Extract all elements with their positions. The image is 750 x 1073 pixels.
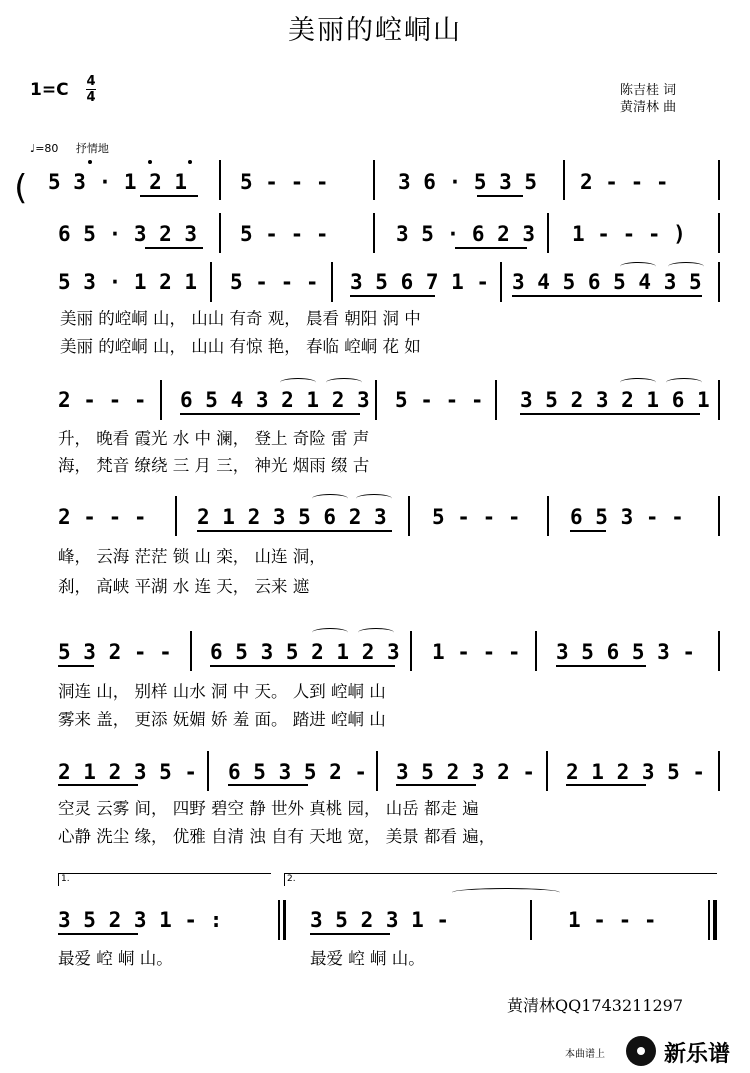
underline [477,195,523,197]
system5-bar1: 2 1 2 3 5 - [58,760,198,784]
volta-2-label: 2. [287,874,296,884]
barline [547,213,549,253]
system4-bar3: 1 - - - [432,640,521,664]
system5-verse1: 空灵 云雾 间， 四野 碧空 静 世外 真桃 园， 山岳 都走 遍 [58,799,479,818]
time-signature [86,74,96,105]
system4-verse2: 雾来 盖， 更添 妩媚 娇 羞 面。 踏进 崆峒 山 [58,710,386,729]
intro-row2-bar3: 3 5 · 6 2 3 [396,222,536,246]
underline [520,413,700,415]
system5-bar2: 6 5 3 5 2 - [228,760,368,784]
system5-verse2: 心静 洗尘 缘， 优雅 自清 浊 自有 天地 宽， 美景 都看 遍， [58,827,496,846]
intro-row1-bar4: 2 - - - [580,170,669,194]
intro-row1-bar1: 5 3 · 1 2 1 [48,170,188,194]
barline [718,380,720,420]
time-signature-denominator: 4 [86,90,96,105]
score-title: 美丽的崆峒山 [288,15,462,46]
octave-dot [88,160,92,164]
repeat-barline [278,900,280,940]
system1-bar2: 5 - - - [230,270,319,294]
system4-verse1: 洞连 山， 别样 山水 洞 中 天。 人到 崆峒 山 [58,682,386,701]
slur [666,378,702,387]
volta-2 [284,873,717,886]
system2-bar4: 3 5 2 3 2 1 6 1 [520,388,710,412]
barline [207,751,209,791]
underline [455,247,527,249]
slur [620,262,656,271]
underline [180,413,360,415]
underline [228,784,308,786]
slur [358,628,394,637]
system5-bar4: 2 1 2 3 5 - [566,760,706,784]
barline [408,496,410,536]
composer-credit: 黄清林 曲 [620,100,677,115]
system4-bar2: 6 5 3 5 2 1 2 3 [210,640,400,664]
underline [512,295,702,297]
barline [500,262,502,302]
barline [219,213,221,253]
barline [535,631,537,671]
underline [570,530,606,532]
record-logo-icon [626,1036,656,1066]
system1-verse2: 美丽 的崆峒 山， 山山 有惊 艳， 春临 崆峒 花 如 [60,337,421,356]
barline [210,262,212,302]
barline [160,380,162,420]
underline [396,784,476,786]
barline [530,900,532,940]
underline [145,247,203,249]
intro-open-paren: ( [10,168,31,208]
system3-bar4: 6 5 3 - - [570,505,684,529]
barline [373,213,375,253]
system2-bar3: 5 - - - [395,388,484,412]
slur [356,494,392,503]
barline [190,631,192,671]
intro-row1-bar2: 5 - - - [240,170,329,194]
system2-verse1: 升， 晚看 霞光 水 中 澜， 登上 奇险 雷 声 [58,429,370,448]
slur [326,378,362,387]
credits [620,82,676,116]
intro-row1-bar3: 3 6 · 5 3 5 [398,170,538,194]
ending-second: 3 5 2 3 1 - [310,908,450,932]
barline [410,631,412,671]
system3-bar3: 5 - - - [432,505,521,529]
tie [452,888,560,897]
time-signature-numerator: 4 [86,74,96,89]
barline [175,496,177,536]
system1-verse1: 美丽 的崆峒 山， 山山 有奇 观， 晨看 朝阳 洞 中 [60,309,421,328]
barline [547,496,549,536]
ending-tail: 1 - - - [568,908,657,932]
barline [375,380,377,420]
system3-verse2: 刹， 高峡 平湖 水 连 天， 云来 遮 [58,577,310,596]
barline [376,751,378,791]
slur [312,628,348,637]
slur [620,378,656,387]
underline [140,195,198,197]
system2-bar2: 6 5 4 3 2 1 2 3 [180,388,370,412]
tempo-bpm: ♩=80 [30,142,59,155]
ending-lyric-second: 最爱 崆 峒 山。 [310,949,425,968]
octave-dot [148,160,152,164]
system1-bar4: 3 4 5 6 5 4 3 5 [512,270,702,294]
underline [310,933,390,935]
underline [197,530,392,532]
underline [58,933,138,935]
system1-bar1: 5 3 · 1 2 1 [58,270,198,294]
slur [668,262,704,271]
upload-note: 本曲谱上 [565,1049,605,1060]
tempo-marking [30,140,109,156]
barline [718,262,720,302]
underline [556,665,646,667]
system5-bar3: 3 5 2 3 2 - [396,760,536,784]
final-barline-thick [713,900,717,940]
arranger-contact: 黄清林QQ1743211297 [507,996,684,1015]
intro-row2-bar2: 5 - - - [240,222,329,246]
intro-row2-bar1: 6 5 · 3 2 3 [58,222,198,246]
barline [546,751,548,791]
volta-1-label: 1. [61,874,70,884]
octave-dot [188,160,192,164]
system2-verse2: 海， 梵音 缭绕 三 月 三， 神光 烟雨 缀 古 [58,456,370,475]
site-brand: 新乐谱 [664,1042,731,1067]
system4-bar4: 3 5 6 5 3 - [556,640,696,664]
underline [566,784,646,786]
underline [350,295,435,297]
barline [718,160,720,200]
slur [280,378,316,387]
system1-bar3: 3 5 6 7 1 - [350,270,490,294]
system3-verse1: 峰， 云海 茫茫 锁 山 栾， 山连 洞， [58,547,326,566]
underline [58,665,94,667]
barline [373,160,375,200]
underline [210,665,395,667]
ending-lyric-first: 最爱 崆 峒 山。 [58,949,173,968]
barline [718,496,720,536]
ending-first: 3 5 2 3 1 - : [58,908,223,932]
barline [718,751,720,791]
repeat-barline-thick [283,900,286,940]
key-signature: 1=C [30,80,69,100]
barline [563,160,565,200]
barline [718,213,720,253]
volta-1 [58,873,271,886]
system4-bar1: 5 3 2 - - [58,640,172,664]
barline [331,262,333,302]
system3-bar1: 2 - - - [58,505,147,529]
barline [495,380,497,420]
barline [718,631,720,671]
slur [312,494,348,503]
tempo-expression: 抒情地 [75,142,109,155]
system3-bar2: 2 1 2 3 5 6 2 3 [197,505,387,529]
barline [219,160,221,200]
underline [58,784,138,786]
final-barline [708,900,710,940]
intro-row2-bar4: 1 - - - ) [572,222,686,246]
lyricist-credit: 陈吉桂 词 [620,83,677,98]
system2-bar1: 2 - - - [58,388,147,412]
